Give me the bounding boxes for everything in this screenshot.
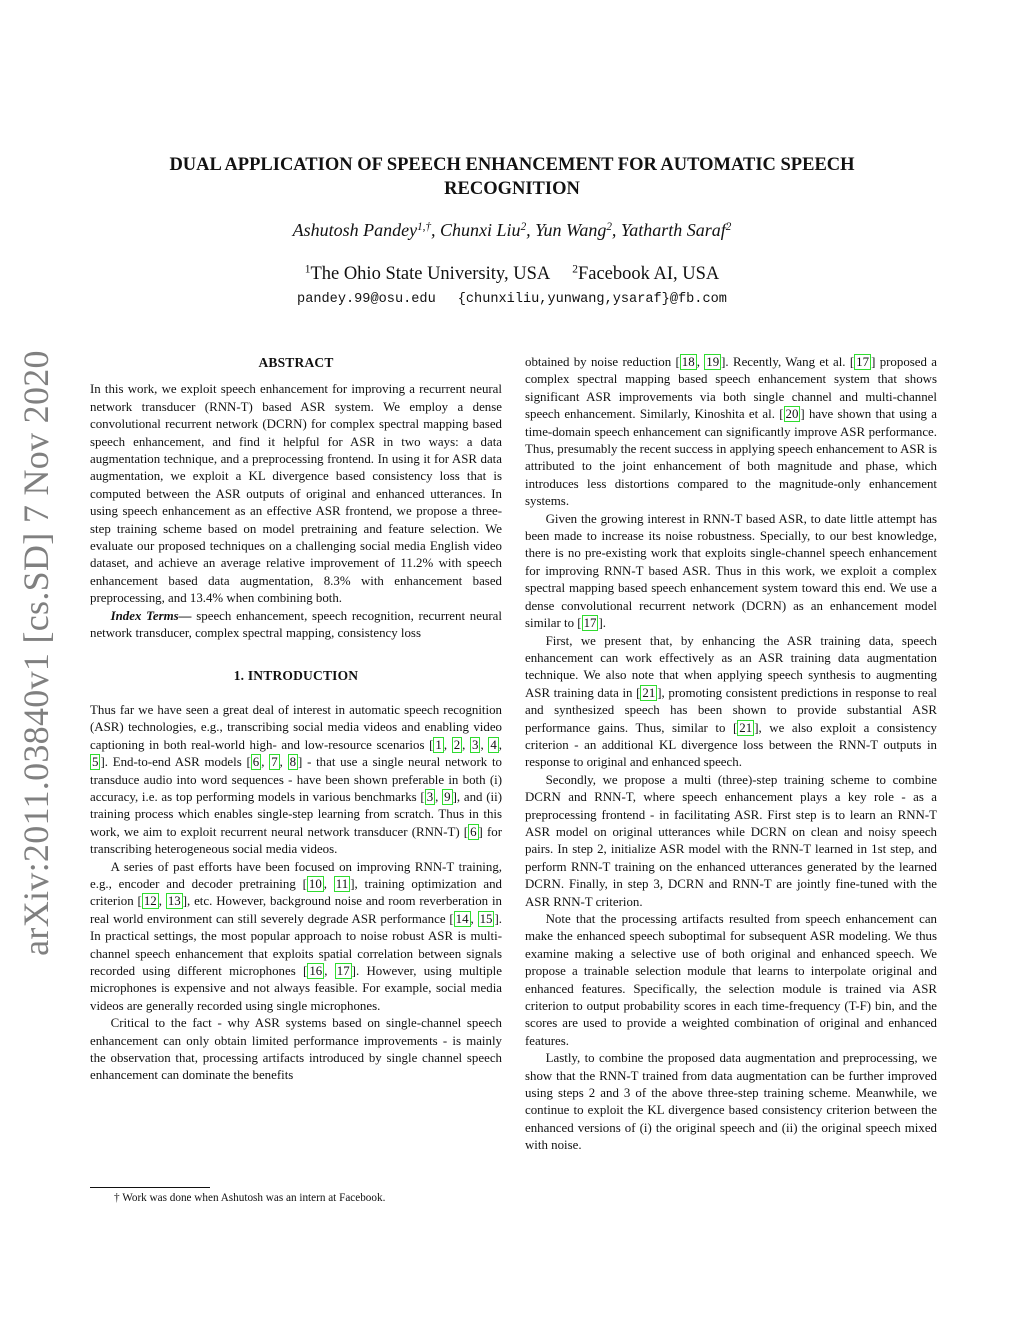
affiliations [120,264,904,285]
citation-link[interactable]: 12 [143,894,157,909]
paper-title: DUAL APPLICATION OF SPEECH ENHANCEMENT FOR AUTOMATIC SPEECH RECOGNITION [169,155,855,199]
citation-link[interactable]: 21 [739,720,753,735]
citation-link[interactable]: 17 [856,355,870,369]
right-column [525,354,937,1155]
citation-link[interactable]: 2 [453,737,461,752]
citation-link[interactable]: 15 [479,911,493,926]
affiliation-name: The Ohio State University, USA [310,264,551,284]
author-sup: 2 [520,220,527,233]
citation-link[interactable]: 8 [289,755,297,770]
left-column [90,354,502,1085]
citation-link[interactable]: 13 [167,894,181,909]
citation-link[interactable]: 9 [444,789,451,804]
citation-link[interactable]: 3 [472,737,479,752]
citation-link[interactable]: 5 [92,755,99,770]
citation-link[interactable]: 10 [308,876,322,891]
citation-link[interactable]: 20 [785,407,799,422]
citation-link[interactable]: 1 [435,737,442,752]
intro-paragraph: Critical to the fact - why ASR systems based on single-channel speech enhancement can only obtain limited performance improvements - is mainly the observation that, processing artifacts introduced by single channel speech enhancement can dominate the benefits [90,1016,502,1083]
intro-paragraph: Thus far we have seen a great deal of interest in automatic speech recognition (ASR) technologies, e.g., transcribing social media videos and enabling video captioning in both real-world high- and low-resource scenarios [ 1 , 2 , 3 , 4 , 5 ]. End-to-end ASR models [ 6 , 7 , 8 ] - that use a single neural network to transduce audio into word sequences - have been shown preferable in both (i) accuracy, i.e. as top performing models in various benchmarks [ 3 , 9 ], and (ii) training process which enables single-step learning from scratch. Thus in this work, we aim to exploit recurrent neural network transducer (RNN-T) [ 6 ] for transcribing heterogeneous social media videos. [90,702,503,857]
author-name: Yun Wang [535,220,607,240]
abstract-heading: ABSTRACT [258,355,334,370]
arxiv-identifier-stamp [10,348,62,958]
index-terms [90,608,502,643]
author-emails [120,292,904,307]
email-address[interactable]: {chunxiliu,yunwang,ysaraf}@fb.com [457,292,727,307]
citation-link[interactable]: 18 [681,355,695,369]
arxiv-id-text: arXiv:2011.03840v1 [cs.SD] 7 Nov 2020 [16,350,56,956]
author-name: Yatharth Saraf [620,220,726,240]
affiliation-sup: 2 [572,263,578,276]
intro-paragraph: Note that the processing artifacts resulted from speech enhancement can make the enhanced speech suboptimal for subsequent ASR modeling. We thus examine making a selective use of both original and enhanced speech. We propose a trainable selection module that learns to interpolate original and enhanced features. Specifically, the selection module is trained via ASR criterion to output probability scores in each time-frequency (T-F) bin, and the scores are used to provide a weighted combination of original and enhanced features. [525,912,937,1048]
citation-link[interactable]: 17 [336,964,350,978]
intro-paragraph-continued: obtained by noise reduction [ 18 , 19 ]. Recently, Wang et al. [ 17 ] proposed a complex spectral mapping based speech enhancement system that shows significant ASR improvements via both single channel and multi-channel speech enhancement. Similarly, Kinoshita et al. [ 20 ] have shown that using a time-domain speech enhancement can significantly improve ASR performance. Thus, presumably the recent success in applying speech enhancement to ASR is attributed to the joint enhancement of both magnitude and phase, which introduces less distortions compared to the magnitude-only enhancement systems. [525,355,938,509]
citation-link[interactable]: 6 [252,755,260,770]
author-sup: 1,† [417,220,432,233]
citation-link[interactable]: 7 [271,755,278,770]
abstract-body: In this work, we exploit speech enhancement for improving a recurrent neural network transducer (RNN-T) based ASR system. We employ a dense convolutional recurrent network (DCRN) for complex spectral mapping based speech enhancement, and find it helpful for ASR in two ways: a data augmentation technique, and a preprocessing frontend. In using it for ASR data augmentation, we exploit a KL divergence based consistency loss that is computed between the ASR outputs of original and enhanced utterances. In using speech enhancement as an effective ASR frontend, we propose a three-step training scheme based on model pretraining and feature selection. We evaluate our proposed techniques on a challenging social media English video dataset, and achieve an average relative improvement of 11.2% with speech enhancement based data augmentation, 8.3% with enhancement based preprocessing, and 13.4% when combining both. [90,382,502,606]
citation-link[interactable]: 6 [470,824,477,839]
citation-link[interactable]: 3 [426,789,434,804]
intro-paragraph: A series of past efforts have been focused on improving RNN-T training, e.g., encoder and decoder pretraining [ 10 , 11 ], training optimization and criterion [ 12 , 13 ], etc. However, background noise and room reverberation in real world environment can still severely degrade ASR performance [ 14 , 15 ]. In practical settings, the most popular approach to noise robust ASR is multi-channel speech enhancement that exploits spatial correlation between signals recorded using different microphones [ 16 , 17 ]. However, using multiple microphones is expensive and not always feasible. For example, social media videos are generally recorded using single microphones. [90,859,502,1013]
citation-link[interactable]: 19 [706,355,720,369]
intro-heading: 1. INTRODUCTION [233,667,359,683]
author-sup: 2 [725,220,732,233]
email-address[interactable]: pandey.99@osu.edu [297,292,436,307]
citation-link[interactable]: 11 [335,876,349,891]
affiliation-sup: 1 [304,263,311,276]
citation-link[interactable]: 4 [490,737,497,752]
intro-paragraph: Secondly, we propose a multi (three)-step training scheme to combine DCRN and RNN-T, where speech enhancement plays a key role - as a preprocessing frontend - in facilitating ASR. First step is to learn an RNN-T ASR model on original utterances while DCRN on clean and noisy speech pairs. In step 2, initialize ASR model with the RNN-T learned in 1st step, and perform RNN-T training on the enhanced utterances generated by the learned DCRN. Finally, in step 3, DCRN and RNN-T are jointly fine-tuned with the ASR RNN-T criterion. [525,772,937,909]
affiliation-name: Facebook AI, USA [577,264,720,284]
index-terms-list: speech enhancement, speech recognition, recurrent neural network transducer, complex spectral mapping, consistency loss [90,608,502,641]
intro-paragraph: Given the growing interest in RNN-T based ASR, to date little attempt has been made to increase its noise robustness. Specially, to our best knowledge, there is no pre-existing work that exploits single-channel speech enhancement for improving RNN-T based ASR. Thus in this work, we exploit a complex spectral mapping based speech enhancement system toward this end. We use a dense convolutional recurrent network (DCRN) as an enhancement model similar to [ 17 ]. [525,511,937,631]
author-name: Chunxi Liu [440,220,521,240]
footnote-rule [90,1187,210,1188]
intro-paragraph: First, we present that, by enhancing the ASR training data, speech enhancement can work effectively as an ASR training data augmentation technique. We also note that when applying speech synthesis to augmenting ASR training data in [ 21 ], promoting consistent predictions in response to real and synthesized speech has been shown to provide substantial ASR performance gains. Thus, similar to [ 21 ], we also exploit a consistency criterion - an additional KL divergence loss between the RNN-T outputs in response to original and enhanced speech. [525,633,938,770]
citation-link[interactable]: 16 [309,964,323,978]
author-list: Ashutosh Pandey$^{1,\dagger}$, Chunxi Liu$^2$, Yun Wang$^2$, Yatharth Saraf$^2$ [292,220,732,240]
citation-link[interactable]: 17 [583,616,597,631]
citation-link[interactable]: 21 [642,685,656,700]
citation-link[interactable]: 14 [455,911,469,926]
author-name: Ashutosh Pandey [292,220,418,240]
index-terms-label: Index Terms— [110,608,192,623]
author-sup: 2 [606,220,612,233]
footnote [90,1187,502,1204]
intro-paragraph: Lastly, to combine the proposed data augmentation and preprocessing, we show that the RNN-T trained from data augmentation can be further improved using steps 2 and 3 of the above three-step training scheme. Meanwhile, we continue to exploit the KL divergence based consistency criterion between the enhanced versions of (i) the original speech and (ii) the original speech mixed with noise. [525,1051,937,1153]
footnote-text: † Work was done when Ashutosh was an intern at Facebook. [114,1192,386,1204]
